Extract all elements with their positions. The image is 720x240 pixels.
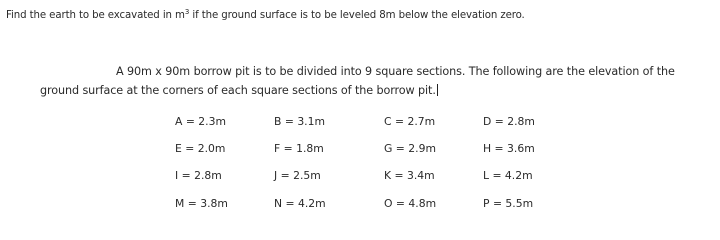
paragraph-line-1: A 90m x 90m borrow pit is to be divided into 9 square sections. The following are the elevation of the: [116, 65, 675, 78]
elevation-value: I = 2.8m: [175, 169, 222, 182]
elevation-value: H = 3.6m: [483, 142, 535, 155]
cubic-superscript: 3: [184, 8, 190, 16]
elevation-value: C = 2.7m: [384, 115, 436, 128]
elevation-value: G = 2.9m: [384, 142, 436, 155]
elevation-value: F = 1.8m: [274, 142, 324, 155]
elevation-value: P = 5.5m: [483, 197, 534, 210]
elevation-value: L = 4.2m: [483, 169, 533, 182]
elevation-value: B = 3.1m: [274, 115, 326, 128]
elevation-value: O = 4.8m: [384, 197, 437, 210]
elevation-value: M = 3.8m: [175, 197, 228, 210]
elevation-value: E = 2.0m: [175, 142, 226, 155]
question-text-start: Find the earth to be excavated in m: [6, 10, 185, 21]
paragraph-line-2: ground surface at the corners of each square sections of the borrow pit.: [40, 84, 436, 97]
question-text-end: if the ground surface is to be leveled 8m below the elevation zero.: [189, 10, 525, 21]
elevation-value: N = 4.2m: [274, 197, 326, 210]
elevation-value: K = 3.4m: [384, 169, 435, 182]
elevation-value: J = 2.5m: [274, 169, 321, 182]
elevation-value: A = 2.3m: [175, 115, 226, 128]
elevation-value: D = 2.8m: [483, 115, 535, 128]
